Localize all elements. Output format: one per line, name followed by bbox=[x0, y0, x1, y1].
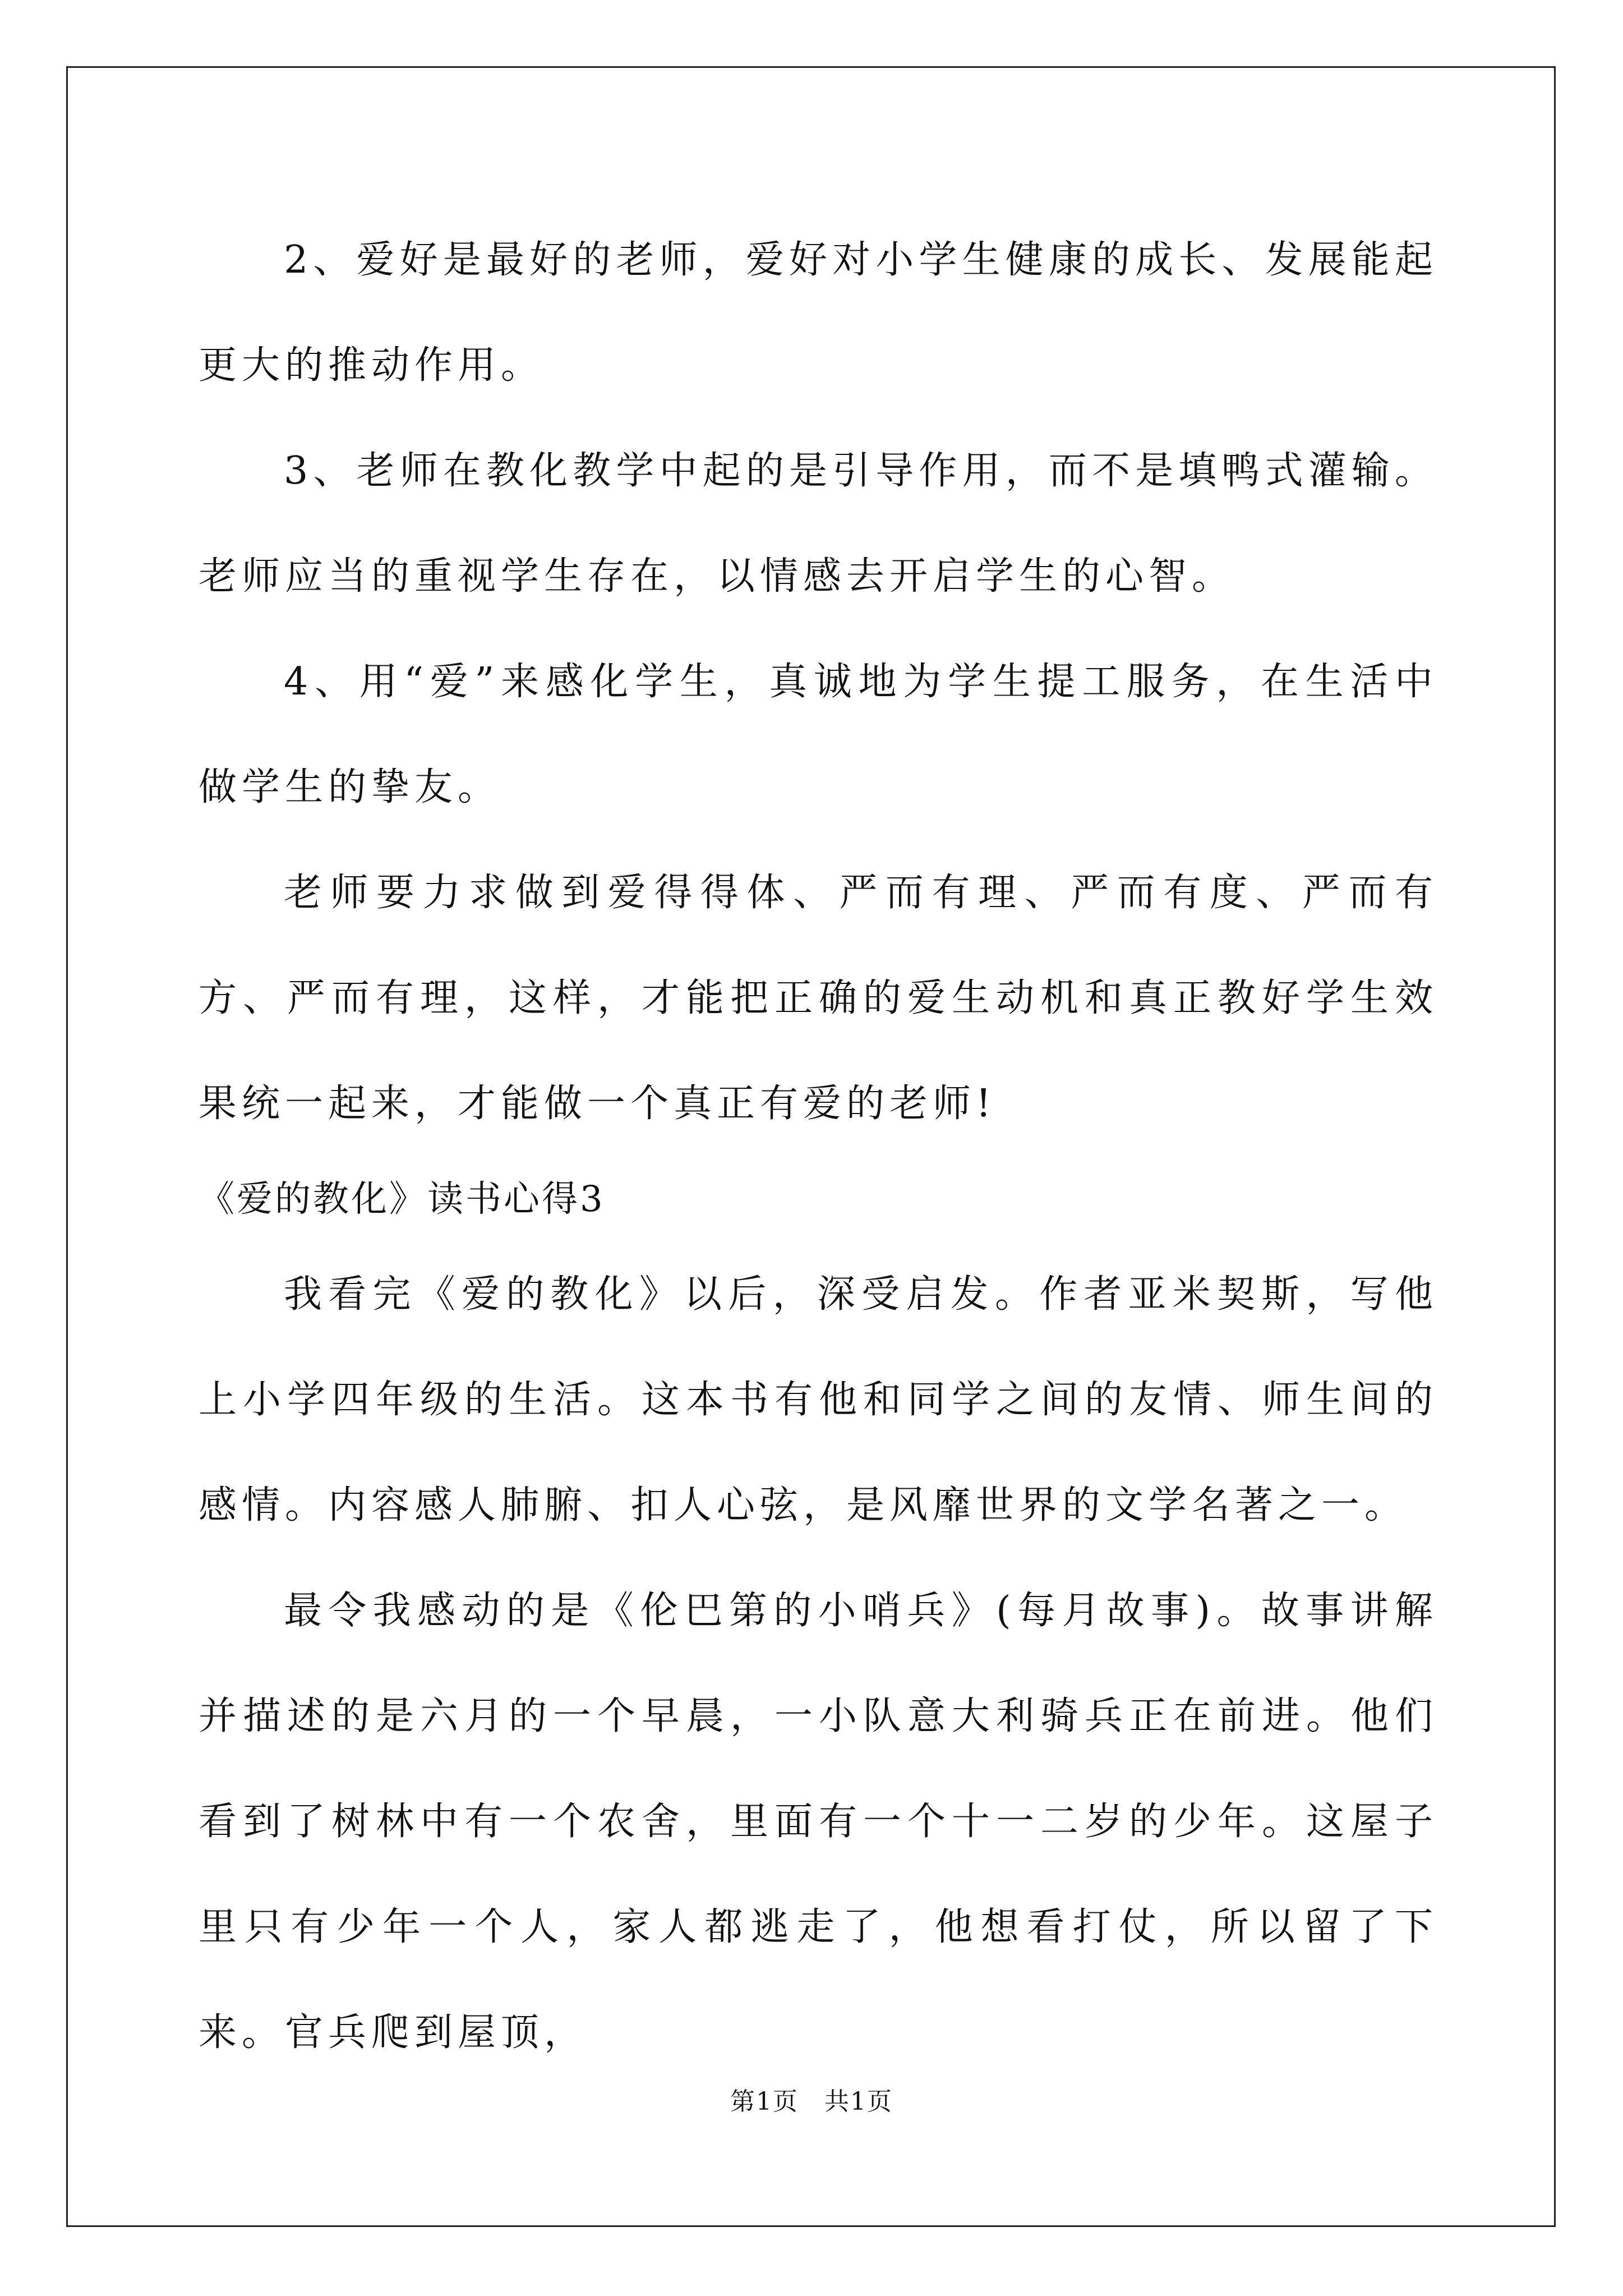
section-heading: 《爱的教化》读书心得3 bbox=[199, 1179, 605, 1220]
paragraph: 我看完《爱的教化》以后，深受启发。作者亚米契斯，写他上小学四年级的生活。这本书有他和同学之间的友情、师生间的感情。内容感人肺腑、扣人心弦，是风靡世界的文学名著之一。 bbox=[199, 1272, 1438, 1527]
paragraph: 最令我感动的是《伦巴第的小哨兵》(每月故事)。故事讲解并描述的是六月的一个早晨，一小队意大利骑兵正在前进。他们看到了树林中有一个农舍，里面有一个十一二岁的少年。这屋子里只有少年一个人，家人都逃走了，他想看打仗，所以留了下来。官兵爬到屋顶， bbox=[199, 1589, 1438, 2055]
paragraph: 3、老师在教化教学中起的是引导作用，而不是填鸭式灌输。老师应当的重视学生存在，以情感去开启学生的心智。 bbox=[199, 449, 1438, 599]
page-footer: 第1页 共1页 bbox=[730, 2087, 893, 2116]
paragraph: 4、用“爱”来感化学生，真诚地为学生提工服务，在生活中做学生的挚友。 bbox=[199, 660, 1438, 809]
paragraph: 2、爱好是最好的老师，爱好对小学生健康的成长、发展能起更大的推动作用。 bbox=[199, 238, 1438, 388]
document-body bbox=[199, 208, 1438, 2086]
paragraph: 老师要力求做到爱得得体、严而有理、严而有度、严而有方、严而有理，这样，才能把正确的爱生动机和真正教好学生效果统一起来，才能做一个真正有爱的老师! bbox=[199, 871, 1438, 1126]
